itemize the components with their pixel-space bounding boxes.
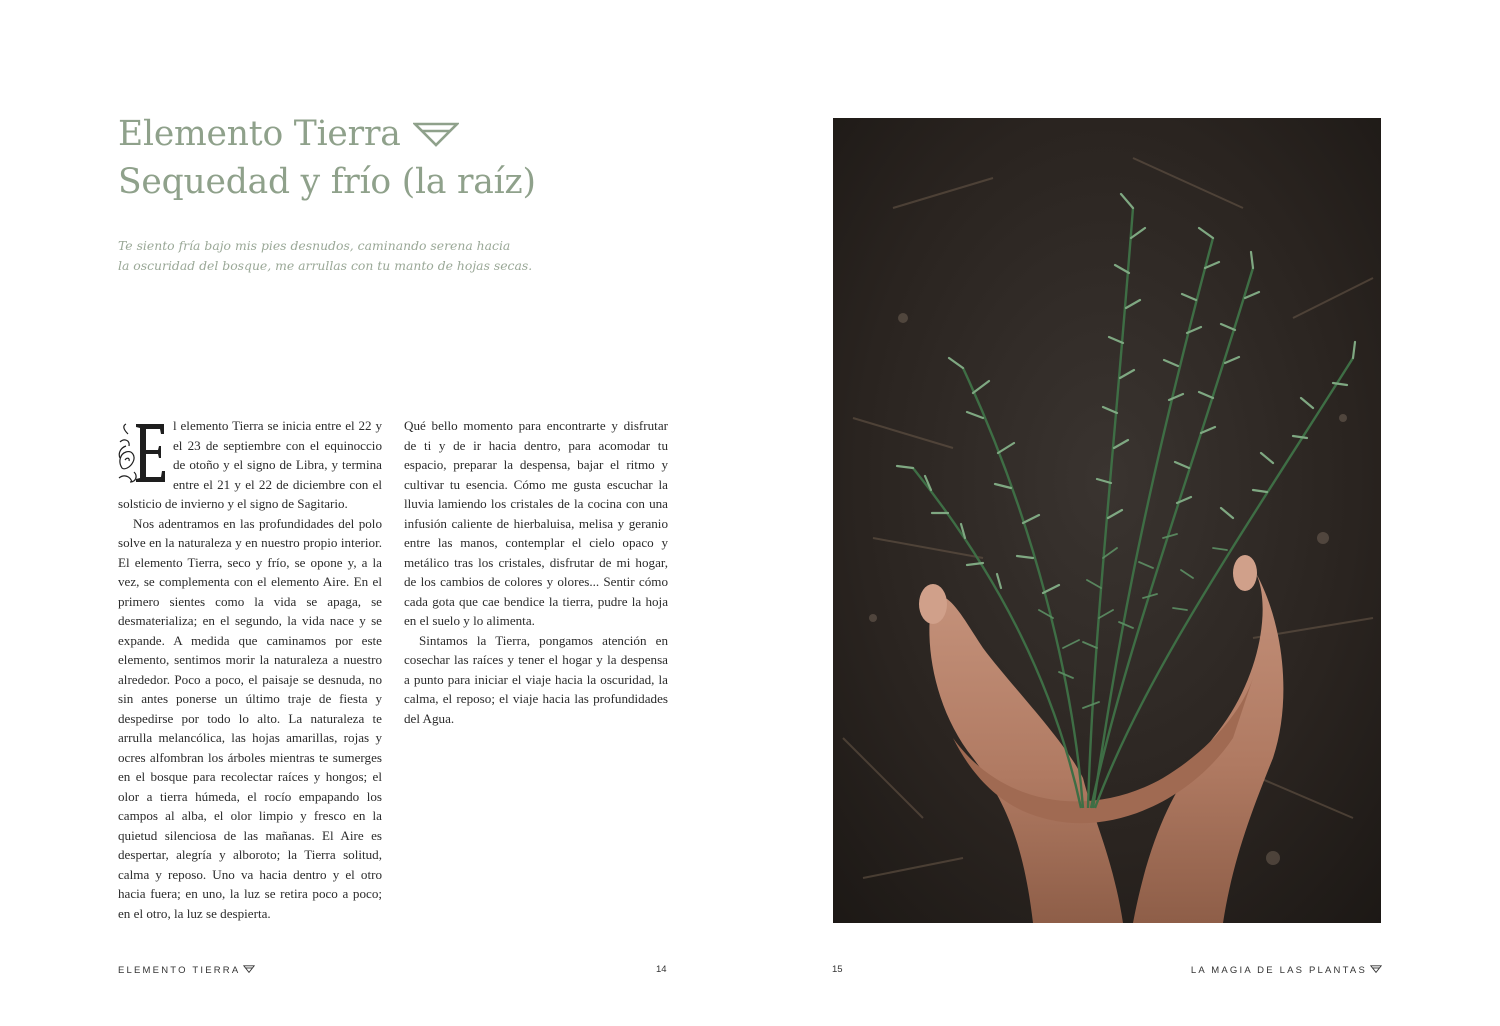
col1-paragraph-1: l elemento Tierra se inicia entre el 22 y el 23 de septiembre con el equinoccio de otoño y el signo de Libra, y termina entre el 21 y el 22 de diciembre con el solsticio de invierno y el signo de Sagitario. (118, 418, 382, 511)
earth-element-small-icon (1370, 965, 1382, 973)
running-head-right-text: LA MAGIA DE LAS PLANTAS (1190, 965, 1367, 976)
epigraph-line-2: la oscuridad del bosque, me arrullas con tu manto de hojas secas. (118, 258, 533, 273)
running-head-left-text: ELEMENTO TIERRA (118, 965, 241, 976)
title-line-1: Elemento Tierra (118, 114, 401, 154)
col2-paragraph-2: Sintamos la Tierra, pongamos atención en cosechar las raíces y tener el hogar y la despensa a punto para iniciar el viaje hacia la oscuridad, la calma, el reposo; el viaje hacia las profundidades del Agua. (404, 632, 668, 726)
rosemary-in-hands-photo (833, 118, 1381, 923)
title-line-2: Sequedad y frío (la raíz) (118, 162, 536, 202)
running-head-right (1191, 965, 1382, 976)
col2-paragraph-1: Qué bello momento para encontrarte y disfrutar de ti y de ir hacia dentro, para acomodar tu espacio, preparar la despensa, bajar el ritmo y cultivar tu esencia. Cómo me gusta escuchar la lluvia lamiendo los cristales de la cocina con una infusión caliente de hierbaluisa, melisa y geranio entre las manos, contemplar el cielo opaco y metálico tras los cristales, disfrutar de mi hogar, de los cambios de colores y olores... Sentir cómo cada gota que cae bendice la tierra, pudre la hoja en el suelo y lo alimenta. (404, 418, 668, 628)
col1-paragraph-2: Nos adentramos en las profundidades del polo solve en la naturaleza y en nuestro propio interior. El elemento Tierra, seco y frío, se opone y, a la vez, se complementa con el elemento Aire. En el primero sientes como la vida se apaga, se desmaterializa; en el segundo, la vida nace y se expande. A medida que caminamos por este elemento, sentimos morir la naturaleza a nuestro alrededor. Poco a poco, el paisaje se desnuda, no sin antes ponerse un último traje de fiesta y despedirse por todo lo alto. La naturaleza te arrulla melancólica, las hojas amarillas, rojas y ocres alfombran los árboles mientras te sumerges en el bosque para recolectar raíces y hongos; el olor a tierra húmeda, el rocío empapando los campos al alba, el olor limpio y fresco en la quietud silenciosa de las mañanas. El Aire es despertar, alegría y alboroto; la Tierra solitud, calma y reposo. Uno va hacia dentro y el otro hacia fuera; en uno, la luz se retira poco a poco; en el otro, la luz se despierta. (118, 515, 382, 921)
earth-element-icon (413, 121, 459, 147)
chapter-title (118, 110, 678, 206)
epigraph (118, 236, 538, 276)
floral-dropcap-e-icon (116, 420, 169, 486)
photo-illustration (833, 118, 1381, 923)
page-number-right: 15 (832, 964, 843, 975)
body-column-2 (404, 416, 668, 728)
earth-element-small-icon (243, 965, 255, 973)
epigraph-line-1: Te siento fría bajo mis pies desnudos, caminando serena hacia (118, 238, 511, 253)
running-head-left (118, 965, 255, 976)
body-column-1 (118, 416, 382, 923)
page-number-left: 14 (656, 964, 667, 975)
